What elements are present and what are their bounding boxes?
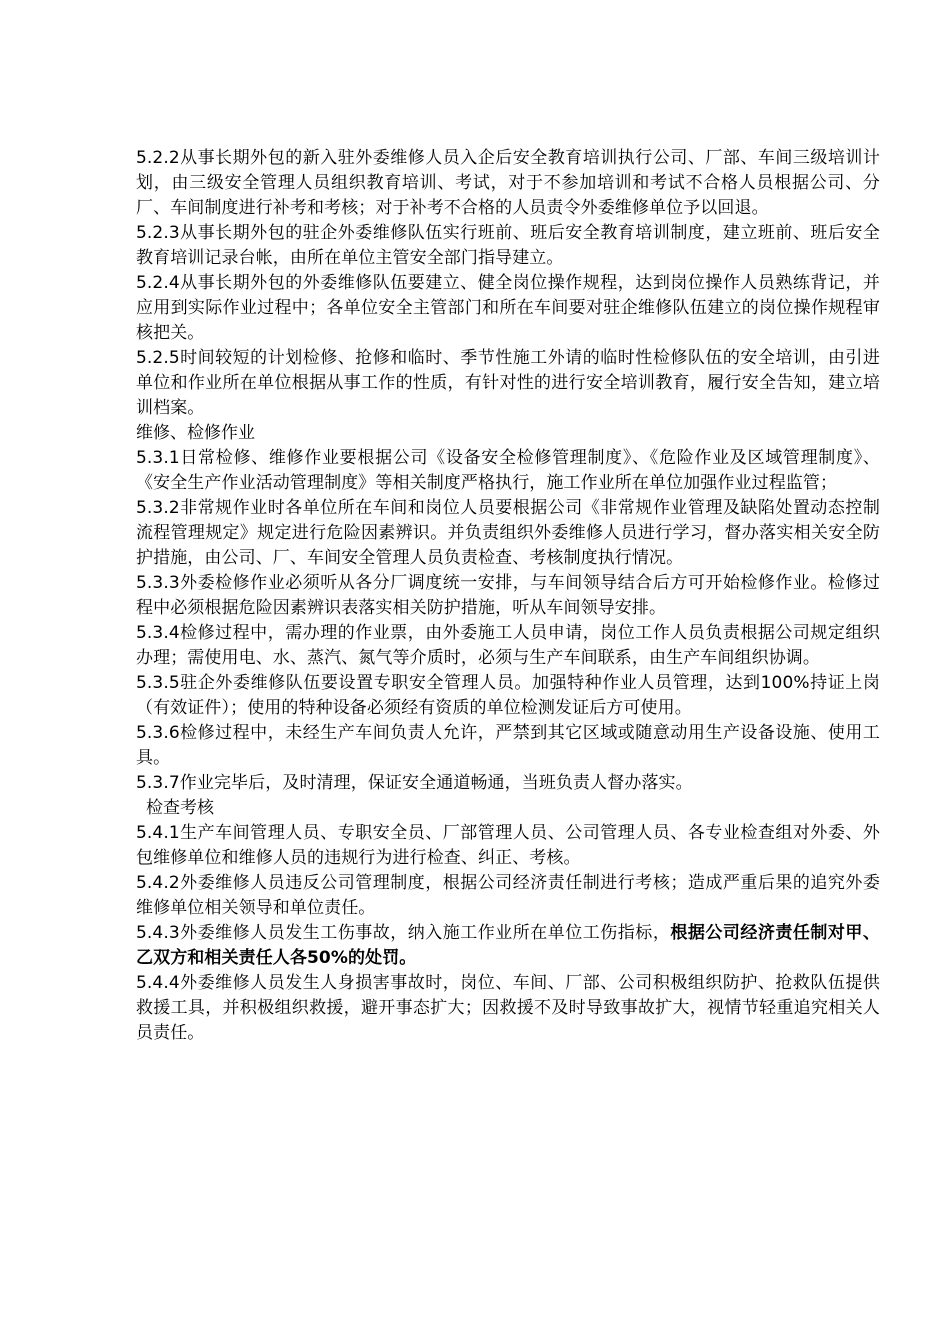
paragraph-5-2-3: 5.2.3从事长期外包的驻企外委维修队伍实行班前、班后安全教育培训制度，建立班前、班后安全教育培训记录台帐，由所在单位主管安全部门指导建立。 — [136, 223, 880, 268]
paragraph-5-2-5: 5.2.5时间较短的计划检修、抢修和临时、季节性施工外请的临时性检修队伍的安全培训，由引进单位和作业所在单位根据从事工作的性质，有针对性的进行安全培训教育，履行安全告知，建立培训档案。 — [136, 348, 880, 418]
document-page — [136, 146, 880, 1046]
paragraph-5-3-4: 5.3.4检修过程中，需办理的作业票，由外委施工人员申请，岗位工作人员负责根据公司规定组织办理；需使用电、水、蒸汽、氮气等介质时，必须与生产车间联系，由生产车间组织协调。 — [136, 623, 880, 668]
paragraph-5-3-1: 5.3.1日常检修、维修作业要根据公司《设备安全检修管理制度》、《危险作业及区域管理制度》、《安全生产作业活动管理制度》等相关制度严格执行，施工作业所在单位加强作业过程监管； — [136, 448, 880, 493]
paragraph-5-4-4: 5.4.4外委维修人员发生人身损害事故时，岗位、车间、厂部、公司积极组织防护、抢救队伍提供救援工具，并积极组织救援，避开事态扩大；因救援不及时导致事故扩大，视情节轻重追究相关人员责任。 — [136, 973, 880, 1043]
paragraph-5-3-3: 5.3.3外委检修作业必须听从各分厂调度统一安排，与车间领导结合后方可开始检修作业。检修过程中必须根据危险因素辨识表落实相关防护措施，听从车间领导安排。 — [136, 573, 880, 618]
section-heading-maintenance: 维修、检修作业 — [136, 423, 255, 443]
paragraph-5-4-3 — [136, 921, 880, 971]
paragraph-5-4-1: 5.4.1生产车间管理人员、专职安全员、厂部管理人员、公司管理人员、各专业检查组对外委、外包维修单位和维修人员的违规行为进行检查、纠正、考核。 — [136, 823, 880, 868]
paragraph-5-4-2: 5.4.2外委维修人员违反公司管理制度，根据公司经济责任制进行考核；造成严重后果的追究外委维修单位相关领导和单位责任。 — [136, 873, 880, 918]
paragraph-5-3-2: 5.3.2非常规作业时各单位所在车间和岗位人员要根据公司《非常规作业管理及缺陷处置动态控制流程管理规定》规定进行危险因素辨识。并负责组织外委维修人员进行学习，督办落实相关安全防护措施，由公司、厂、车间安全管理人员负责检查、考核制度执行情况。 — [136, 498, 880, 568]
paragraph-5-3-6: 5.3.6检修过程中，未经生产车间负责人允许，严禁到其它区域或随意动用生产设备设施、使用工具。 — [136, 723, 880, 768]
paragraph-5-2-4: 5.2.4从事长期外包的外委维修队伍要建立、健全岗位操作规程，达到岗位操作人员熟练背记，并应用到实际作业过程中；各单位安全主管部门和所在车间要对驻企维修队伍建立的岗位操作规程审核把关。 — [136, 273, 880, 343]
paragraph-5-3-5: 5.3.5驻企外委维修队伍要设置专职安全管理人员。加强特种作业人员管理，达到100%持证上岗（有效证件）；使用的特种设备必须经有资质的单位检测发证后方可使用。 — [136, 673, 880, 718]
paragraph-5-4-3-bold: 根据公司经济责任制对甲、乙双方和相关责任人各50%的处罚。 — [136, 923, 880, 968]
section-heading-inspection: 检查考核 — [146, 798, 214, 818]
paragraph-5-3-7: 5.3.7作业完毕后，及时清理，保证安全通道畅通，当班负责人督办落实。 — [136, 773, 693, 793]
paragraph-5-4-3-plain: 5.4.3外委维修人员发生工伤事故，纳入施工作业所在单位工伤指标， — [136, 923, 671, 943]
paragraph-5-2-2: 5.2.2从事长期外包的新入驻外委维修人员入企后安全教育培训执行公司、厂部、车间三级培训计划，由三级安全管理人员组织教育培训、考试，对于不参加培训和考试不合格人员根据公司、分厂、车间制度进行补考和考核；对于补考不合格的人员责令外委维修单位予以回退。 — [136, 148, 880, 218]
